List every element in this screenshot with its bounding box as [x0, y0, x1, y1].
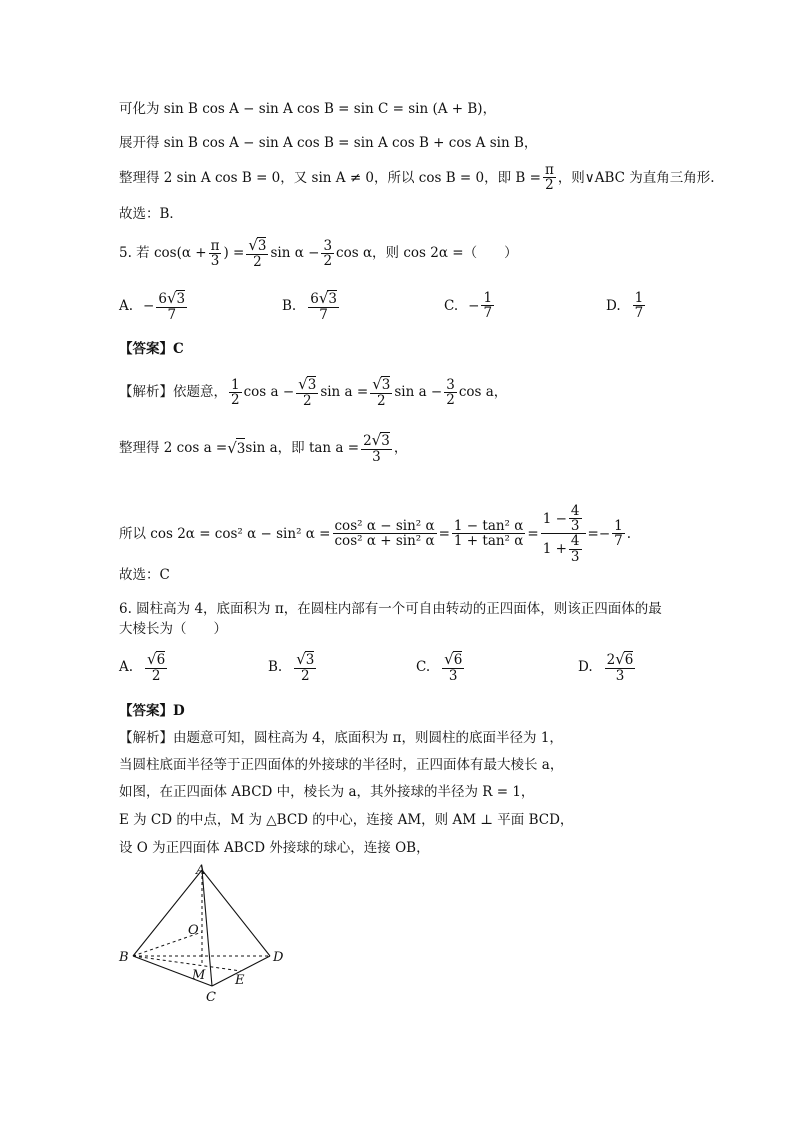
label-d: D [273, 950, 284, 965]
edge-ad [202, 870, 270, 956]
text: 故选：B． [119, 206, 183, 222]
radicand: 3 [381, 377, 391, 393]
frac [481, 291, 494, 320]
radicand: 3 [305, 652, 315, 668]
fraction-pi-over-2 [543, 163, 556, 192]
den: 2 [376, 392, 386, 409]
num [294, 652, 316, 669]
text: 整理得 2 sin A cos B = 0，又 sin A ≠ 0，所以 cos B = 0，即 B = [119, 169, 541, 186]
sqrt-icon: √ [444, 650, 454, 668]
frac [633, 291, 646, 320]
num: 1 [483, 290, 493, 306]
den: 2 [446, 391, 455, 408]
num: π [210, 237, 220, 254]
label-o: O [188, 923, 199, 938]
radicand: 6 [156, 652, 166, 668]
den: 2 [545, 177, 554, 194]
option-label: A. [119, 298, 134, 315]
num: 4 [570, 533, 580, 550]
text: 如图，在正四面体 ABCD 中，棱长为 a，其外接球的半径为 R = 1， [119, 784, 535, 800]
sqrt-icon: √ [147, 650, 157, 668]
option-label: B. [268, 659, 283, 676]
frac [296, 377, 318, 408]
radicand: 3 [257, 238, 267, 254]
den: 2 [302, 392, 312, 409]
frac [294, 652, 316, 683]
eq: = [527, 525, 539, 542]
radicand: 3 [236, 438, 246, 459]
label-c: C [206, 990, 216, 1005]
solution-line-3 [119, 163, 715, 192]
period: . [626, 525, 632, 542]
num [246, 238, 268, 255]
coef: 6 [158, 291, 167, 307]
text: ， [393, 440, 408, 457]
text: ，则∨ABC 为直角三角形. [557, 169, 715, 186]
eq: = [438, 525, 450, 542]
num [605, 652, 636, 669]
radicand: 6 [453, 652, 463, 668]
q5-answer [119, 339, 184, 359]
text: 【解析】由题意可知，圆柱高为 4，底面积为 π，则圆柱的底面半径为 1， [119, 730, 563, 746]
text: 可化为 sin B cos A − sin A cos B = sin C = sin (A + B)， [119, 101, 497, 117]
q6-option-d [578, 652, 637, 683]
num: cos² α − sin² α [334, 518, 435, 535]
label-e: E [235, 973, 245, 988]
q5-option-c [444, 291, 496, 320]
radicand: 3 [176, 291, 186, 307]
line-be [133, 956, 241, 971]
q6-analysis-3 [119, 782, 534, 802]
compound-frac [541, 504, 586, 564]
q5-analysis-1 [119, 377, 507, 408]
den: 2 [231, 391, 240, 408]
text: cos α，则 cos 2α =（ ） [336, 245, 518, 262]
radicand: 3 [328, 291, 337, 307]
frac-3-2 [321, 239, 334, 268]
frac [229, 378, 242, 407]
q6-analysis-1 [119, 728, 563, 748]
text: 所以 cos 2α = cos² α − sin² α = [119, 525, 331, 542]
q6-analysis-2 [119, 755, 563, 775]
frac-pi-3 [209, 239, 222, 268]
text: 故选：C [119, 567, 170, 583]
text: sin a，即 tan a = [245, 440, 360, 457]
q6-stem-1 [119, 599, 662, 619]
option-label: A. [119, 659, 134, 676]
text: 6. 圆柱高为 4，底面积为 π，在圆柱内部有一个可自由转动的正四面体，则该正四面体的最 [119, 601, 662, 617]
option-label: C. [416, 659, 431, 676]
option-label: C. [444, 297, 459, 314]
option-label: B. [282, 298, 297, 315]
q5-analysis-3 [119, 504, 631, 564]
q5-option-b [282, 291, 341, 322]
sqrt-icon: √ [227, 439, 237, 458]
q6-option-b [268, 652, 318, 683]
den: 3 [570, 548, 580, 565]
num [296, 377, 318, 394]
q6-stem-2 [119, 619, 227, 639]
den [541, 534, 586, 563]
num: 1 [614, 518, 623, 535]
tetrahedron-figure [110, 860, 300, 1010]
radicand: 6 [624, 652, 634, 668]
frac [612, 519, 625, 548]
label-b: B [119, 950, 129, 965]
num [145, 652, 167, 669]
frac [569, 504, 582, 533]
den: 2 [151, 667, 161, 684]
text: 大棱长为（ ） [119, 621, 227, 637]
den: 7 [167, 306, 177, 323]
sign: − [468, 297, 480, 314]
sqrt-icon: √ [372, 375, 382, 393]
solution-line-2 [119, 133, 537, 153]
radicand: 3 [307, 377, 317, 393]
num [370, 377, 392, 394]
q6-answer [119, 701, 185, 721]
coef: 2 [606, 652, 616, 668]
q5-end [119, 565, 170, 585]
frac [370, 377, 392, 408]
radicand: 3 [381, 433, 390, 449]
den: cos² α + sin² α [334, 533, 435, 550]
num: π [544, 162, 554, 178]
text: cos a − [243, 384, 295, 401]
sqrt-icon: √ [615, 650, 625, 668]
option-label: D. [578, 659, 593, 676]
text: 设 O 为正四面体 ABCD 外接球的球心，连接 OB， [119, 840, 430, 856]
frac [605, 652, 636, 683]
frac [452, 519, 525, 548]
text: sin a = [320, 384, 369, 401]
den: 7 [483, 305, 493, 322]
sign: − [598, 525, 611, 542]
label-m: M [192, 968, 206, 983]
q6-option-a [119, 652, 169, 683]
q5-analysis-2 [119, 433, 407, 464]
num: 1 [231, 376, 240, 393]
den: 7 [614, 533, 623, 550]
num: 4 [570, 503, 580, 519]
num [442, 652, 464, 669]
text: sin α − [270, 245, 320, 262]
num: 1 [634, 290, 644, 306]
sqrt-icon: √ [248, 236, 258, 254]
text: E 为 CD 的中点，M 为 △BCD 的中心，连接 AM，则 AM ⊥ 平面 BCD， [119, 812, 574, 828]
text: 【解析】依题意， [119, 384, 227, 401]
frac [156, 291, 187, 322]
num [156, 291, 187, 308]
text: 1 + [542, 540, 567, 557]
frac [333, 519, 437, 548]
num: 1 − tan² α [453, 518, 524, 535]
den: 7 [634, 305, 644, 322]
num: 3 [323, 237, 333, 254]
den: 3 [615, 667, 625, 684]
sign: − [143, 298, 155, 315]
q5-option-d [606, 291, 647, 320]
sqrt-icon: √ [318, 289, 329, 307]
den: 2 [253, 253, 262, 270]
text: cos a， [458, 384, 508, 401]
label-a: A [196, 863, 206, 878]
text: 5. 若 cos(α + [119, 245, 207, 262]
num [308, 291, 339, 308]
text: 【答案】C [119, 341, 184, 357]
text: 整理得 2 cos a = [119, 440, 228, 457]
text: sin a − [394, 384, 443, 401]
text: 【答案】D [119, 703, 185, 719]
text: 当圆柱底面半径等于正四面体的外接球的半径时，正四面体有最大棱长 a， [119, 757, 564, 773]
frac-sqrt3-2 [246, 238, 268, 269]
frac [361, 433, 392, 464]
solution-line-1 [119, 99, 496, 119]
den: 7 [319, 306, 328, 323]
num: 3 [446, 376, 455, 393]
num [541, 504, 586, 534]
text: 展开得 sin B cos A − sin A cos B = sin A cos B + cos A sin B， [119, 135, 538, 151]
frac [145, 652, 167, 683]
frac [308, 291, 339, 322]
q5-option-a [119, 291, 189, 322]
den: 2 [301, 667, 310, 684]
den: 2 [323, 252, 333, 269]
den: 3 [570, 518, 580, 535]
edge-ab [133, 870, 202, 956]
sqrt-icon: √ [298, 375, 308, 393]
coef: 2 [363, 433, 372, 449]
option-label: D. [606, 297, 621, 314]
q5-stem [119, 238, 518, 269]
text: ) = [223, 245, 245, 262]
choice-line [119, 204, 183, 224]
frac [444, 378, 457, 407]
q6-option-c [416, 652, 466, 683]
eq: = [587, 525, 599, 542]
coef: 6 [310, 291, 319, 307]
frac [442, 652, 464, 683]
den: 3 [210, 252, 220, 269]
q6-analysis-5 [119, 838, 430, 858]
q6-analysis-4 [119, 810, 573, 830]
sqrt-icon: √ [296, 650, 306, 668]
sqrt-icon: √ [166, 289, 177, 307]
den: 3 [372, 448, 381, 465]
den: 1 + tan² α [453, 533, 524, 550]
sqrt-icon: √ [371, 431, 382, 449]
num [361, 433, 392, 450]
text: 1 − [542, 510, 567, 527]
frac [569, 534, 582, 563]
den: 3 [448, 667, 458, 684]
